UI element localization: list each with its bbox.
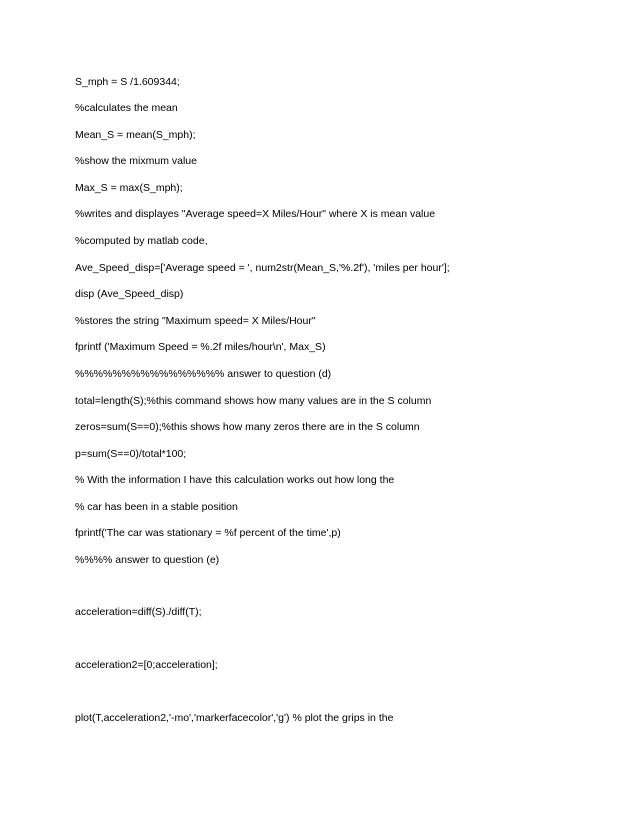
code-line-acceleration: acceleration=diff(S)./diff(T); — [75, 606, 202, 618]
code-line-fprintf-stationary: fprintf('The car was stationary = %f percent of the time',p) — [75, 527, 341, 539]
code-line-smph: S_mph = S /1.609344; — [75, 76, 180, 88]
comment-line-max-string: %stores the string "Maximum speed= X Miles/Hour" — [75, 315, 316, 327]
code-line-mean: Mean_S = mean(S_mph); — [75, 129, 196, 141]
code-line-plot: plot(T,acceleration2,'-mo','markerfacecolor','g') % plot the grips in the — [75, 712, 394, 724]
comment-line-average-display: %writes and displayes "Average speed=X Miles/Hour" where X is mean value — [75, 208, 436, 220]
code-line-fprintf-max: fprintf ('Maximum Speed = %.2f miles/hour\n', Max_S) — [75, 341, 326, 353]
code-line-zeros: zeros=sum(S==0);%this shows how many zeros there are in the S column — [75, 421, 420, 433]
comment-line-mean: %calculates the mean — [75, 102, 178, 114]
code-line-disp: disp (Ave_Speed_disp) — [75, 288, 184, 300]
comment-line-stable-position: % car has been in a stable position — [75, 501, 238, 513]
code-line-percentage: p=sum(S==0)/total*100; — [75, 448, 187, 460]
comment-line-question-e: %%%% answer to question (e) — [75, 554, 220, 566]
code-line-total: total=length(S);%this command shows how many values are in the S column — [75, 395, 432, 407]
code-line-ave-speed-disp: Ave_Speed_disp=['Average speed = ', num2str(Mean_S,'%.2f'), 'miles per hour']; — [75, 262, 450, 274]
code-line-max: Max_S = max(S_mph); — [75, 182, 183, 194]
comment-line-max: %show the mixmum value — [75, 155, 197, 167]
comment-line-computed: %computed by matlab code, — [75, 235, 208, 247]
code-line-acceleration2: acceleration2=[0;acceleration]; — [75, 659, 218, 671]
comment-line-question-d: %%%%%%%%%%%%%%%% answer to question (d) — [75, 368, 332, 380]
comment-line-information: % With the information I have this calculation works out how long the — [75, 474, 395, 486]
